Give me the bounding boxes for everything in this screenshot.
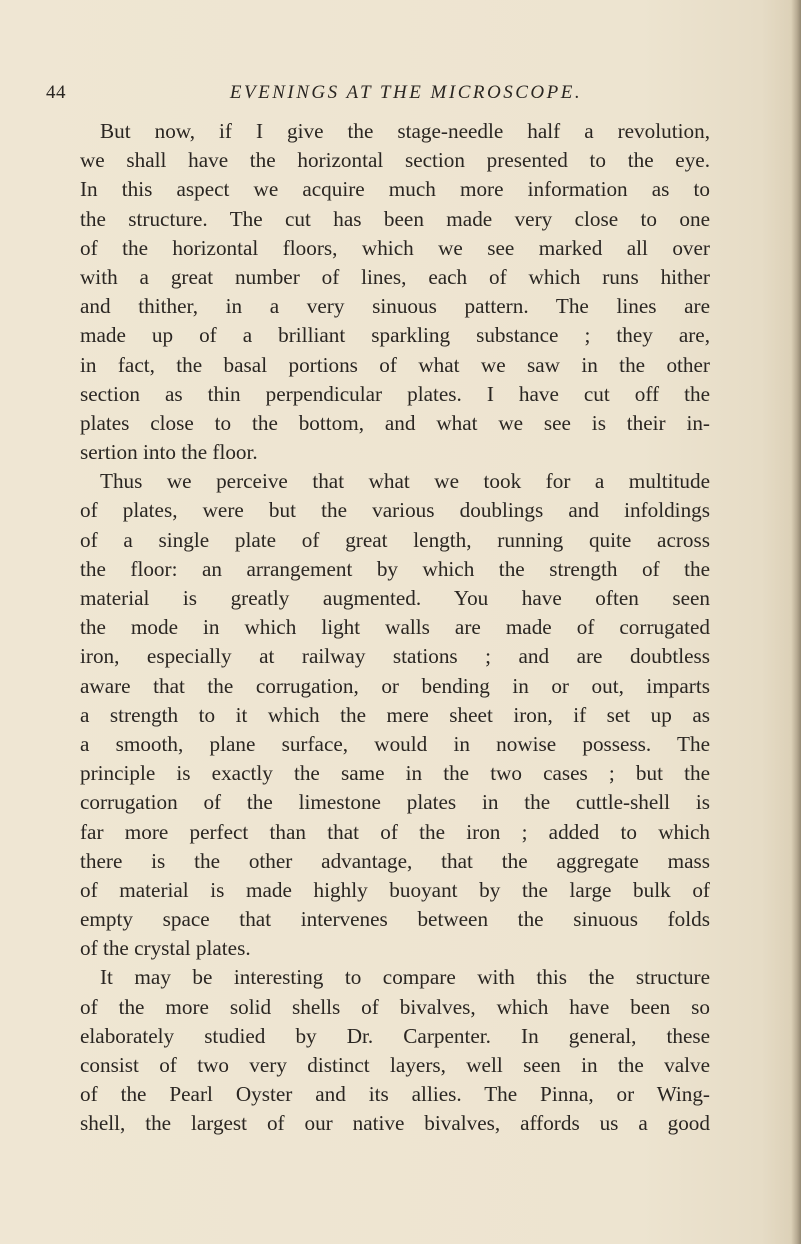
text-line: principle is exactly the same in the two cases ; but the <box>80 761 710 786</box>
text-line: of the Pearl Oyster and its allies. The Pinna, or Wing- <box>80 1082 710 1107</box>
text-line: aware that the corrugation, or bending in or out, imparts <box>80 673 710 698</box>
text-line: iron, especially at railway stations ; and are doubtless <box>80 644 710 669</box>
text-line: there is the other advantage, that the aggregate mass <box>80 848 710 873</box>
text-line: section as thin perpendicular plates. I have cut off the <box>80 381 710 406</box>
body-text <box>80 117 710 1139</box>
text-line: made up of a brilliant sparkling substance ; they are, <box>80 323 710 348</box>
text-line: material is greatly augmented. You have often seen <box>80 586 710 610</box>
text-line: sertion into the floor. <box>80 440 258 465</box>
text-line: the floor: an arrangement by which the strength of the <box>80 556 710 581</box>
text-line: corrugation of the limestone plates in the cuttle-shell is <box>80 790 710 815</box>
text-line: of a single plate of great length, running quite across <box>80 527 710 552</box>
text-line: of plates, were but the various doublings and infoldings <box>80 498 710 523</box>
text-line: consist of two very distinct layers, well seen in the valve <box>80 1053 710 1077</box>
running-head: EVENINGS AT THE MICROSCOPE. <box>229 82 583 103</box>
text-line: a strength to it which the mere sheet iron, if set up as <box>80 702 710 727</box>
text-line: of the more solid shells of bivalves, which have been so <box>80 994 710 1019</box>
text-line: empty space that intervenes between the sinuous folds <box>80 907 710 932</box>
text-line: Thus we perceive that what we took for a multitude <box>100 469 710 494</box>
text-line: of material is made highly buoyant by the large bulk of <box>80 877 710 902</box>
page-number: 44 <box>46 82 66 103</box>
text-line: the structure. The cut has been made very close to one <box>80 206 710 231</box>
text-line: the mode in which light walls are made of corrugated <box>80 615 710 640</box>
text-line: elaborately studied by Dr. Carpenter. In general, these <box>80 1023 710 1048</box>
text-line: plates close to the bottom, and what we see is their in- <box>80 410 710 435</box>
text-line: in fact, the basal portions of what we saw in the other <box>80 352 710 377</box>
text-line: It may be interesting to compare with this the structure <box>100 965 710 990</box>
text-line: of the crystal plates. <box>80 936 251 961</box>
text-line: a smooth, plane surface, would in nowise possess. The <box>80 731 710 756</box>
text-line: and thither, in a very sinuous pattern. The lines are <box>80 294 710 319</box>
text-line: of the horizontal floors, which we see marked all over <box>80 235 710 260</box>
text-line: we shall have the horizontal section presented to the eye. <box>80 148 710 173</box>
page-header <box>46 82 726 112</box>
page-edge-shadow <box>791 0 801 1244</box>
text-line: But now, if I give the stage-needle half a revolution, <box>100 119 710 143</box>
text-line: shell, the largest of our native bivalves, affords us a good <box>80 1111 710 1136</box>
text-line: In this aspect we acquire much more information as to <box>80 177 710 202</box>
text-line: far more perfect than that of the iron ; added to which <box>80 819 710 844</box>
text-line: with a great number of lines, each of which runs hither <box>80 264 710 289</box>
